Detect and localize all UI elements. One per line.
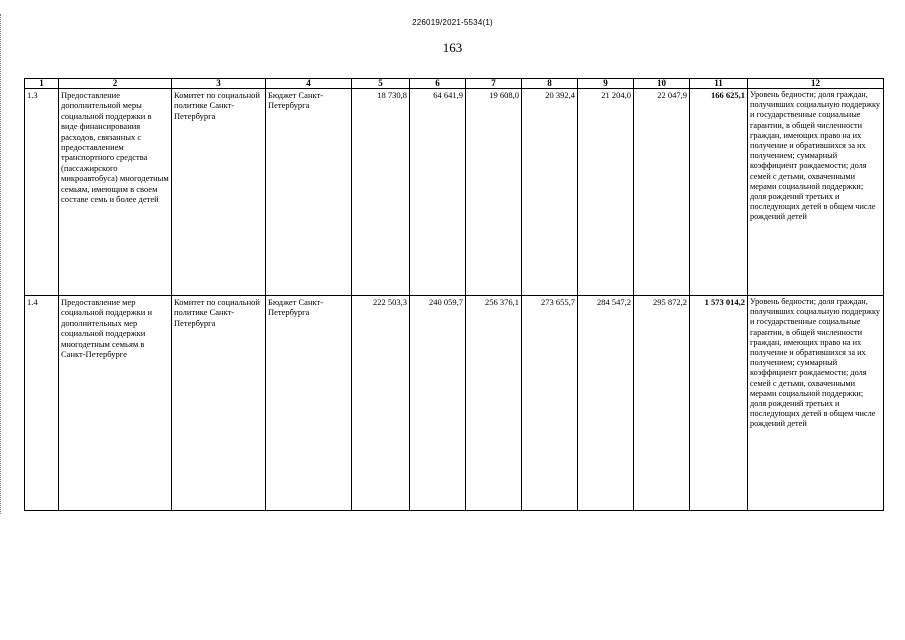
page-number: 163 bbox=[442, 40, 463, 55]
column-header: 2 bbox=[59, 79, 172, 89]
value-cell: 18 730,8 bbox=[352, 89, 410, 296]
column-header: 3 bbox=[172, 79, 266, 89]
scan-edge bbox=[0, 14, 4, 514]
table-row bbox=[25, 296, 884, 511]
value-cell: 19 608,0 bbox=[466, 89, 522, 296]
column-number-row bbox=[25, 79, 884, 89]
source-cell: Бюджет Санкт-Петербурга bbox=[266, 296, 352, 511]
program-table bbox=[24, 78, 884, 511]
column-header: 1 bbox=[25, 79, 59, 89]
row-index: 1.4 bbox=[25, 296, 59, 511]
value-cell: 273 655,7 bbox=[522, 296, 578, 511]
column-header: 6 bbox=[410, 79, 466, 89]
value-cell: 22 047,9 bbox=[634, 89, 690, 296]
column-header: 5 bbox=[352, 79, 410, 89]
value-cell: 222 503,3 bbox=[352, 296, 410, 511]
executor-cell: Комитет по социальной политике Санкт-Петербурга bbox=[172, 296, 266, 511]
value-cell: 21 204,0 bbox=[578, 89, 634, 296]
column-header: 8 bbox=[522, 79, 578, 89]
value-cell: 256 376,1 bbox=[466, 296, 522, 511]
value-cell: 20 392,4 bbox=[522, 89, 578, 296]
source-cell: Бюджет Санкт-Петербурга bbox=[266, 89, 352, 296]
column-header: 11 bbox=[690, 79, 748, 89]
total-cell: 166 625,1 bbox=[690, 89, 748, 296]
table-row bbox=[25, 89, 884, 296]
indicators-cell: Уровень бедности; доля граждан, получивших социальную поддержку и государственные социальные гарантии, в общей численности граждан, имеющих право на их получение и обратившихся за их получением; суммарный коэффициент рождаемости; доля семей с детьми, охваченными мерами социальной поддержки; доля рождений третьих и последующих детей в общем числе рождений детей bbox=[748, 296, 884, 511]
document-id: 226019/2021-5534(1) bbox=[412, 18, 493, 27]
row-index: 1.3 bbox=[25, 89, 59, 296]
value-cell: 64 641,9 bbox=[410, 89, 466, 296]
column-header: 9 bbox=[578, 79, 634, 89]
value-cell: 240 059,7 bbox=[410, 296, 466, 511]
column-header: 4 bbox=[266, 79, 352, 89]
value-cell: 295 872,2 bbox=[634, 296, 690, 511]
indicators-cell: Уровень бедности; доля граждан, получивших социальную поддержку и государственные социальные гарантии, в общей численности граждан, имеющих право на их получение и обратившихся за их получением; суммарный коэффициент рождаемости; доля семей с детьми, охваченными мерами социальной поддержки; доля рождений третьих и последующих детей в общем числе рождений детей bbox=[748, 89, 884, 296]
column-header: 7 bbox=[466, 79, 522, 89]
measure-cell: Предоставление дополнительной меры социальной поддержки в виде финансирования расходов, связанных с предоставлением транспортного средства (пассажирского микроавтобуса) многодетным семьям, имеющим в своем составе семь и более детей bbox=[59, 89, 172, 296]
measure-cell: Предоставление мер социальной поддержки и дополнительных мер социальной поддержки многодетным семьям в Санкт-Петербурге bbox=[59, 296, 172, 511]
total-cell: 1 573 014,2 bbox=[690, 296, 748, 511]
value-cell: 284 547,2 bbox=[578, 296, 634, 511]
executor-cell: Комитет по социальной политике Санкт-Петербурга bbox=[172, 89, 266, 296]
column-header: 10 bbox=[634, 79, 690, 89]
column-header: 12 bbox=[748, 79, 884, 89]
